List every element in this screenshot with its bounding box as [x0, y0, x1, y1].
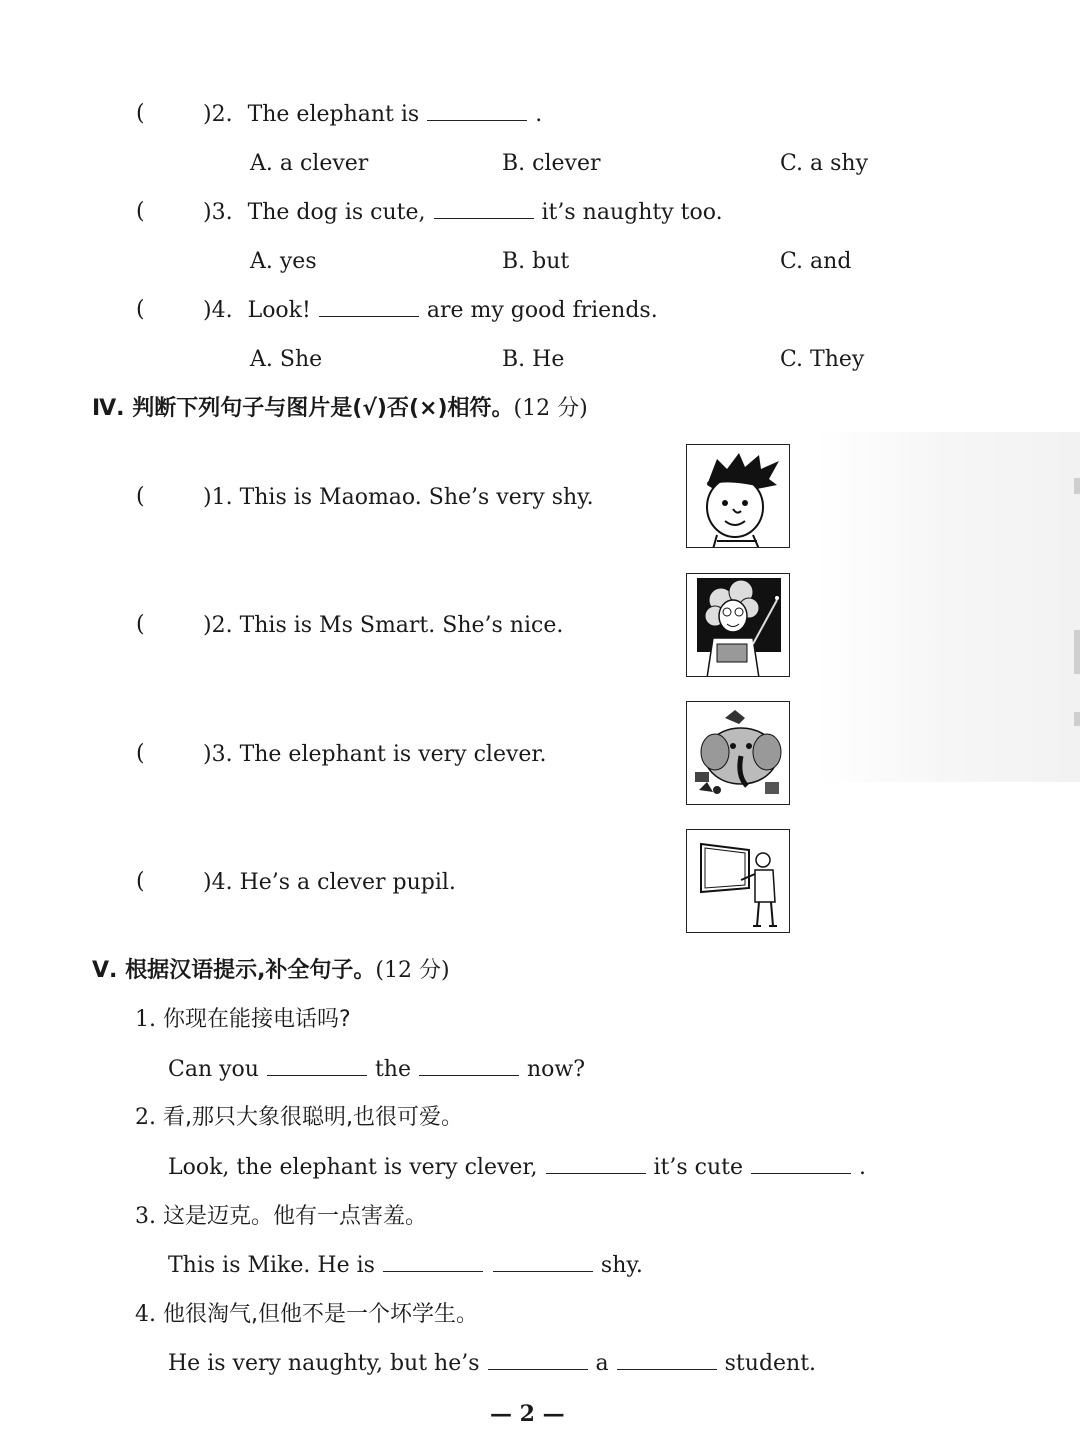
option-c: C. They — [780, 347, 865, 372]
fill-blank[interactable] — [751, 1155, 851, 1174]
option-b: B. but — [502, 249, 570, 274]
blackboard-teacher-icon — [687, 830, 790, 933]
scan-shadow — [815, 432, 1080, 782]
english-sentence: Can you the now? — [168, 1057, 586, 1082]
option-c: C. a shy — [780, 151, 869, 176]
option-a: A. yes — [250, 249, 317, 274]
fill-blank[interactable] — [434, 200, 534, 219]
option-a: A. She — [250, 347, 323, 372]
option-b: B. He — [502, 347, 565, 372]
fill-blank[interactable] — [383, 1253, 483, 1272]
fill-blank[interactable] — [493, 1253, 593, 1272]
answer-bracket[interactable]: ( — [136, 297, 145, 322]
answer-bracket[interactable]: ( — [136, 101, 145, 126]
teacher-pointer-icon — [687, 574, 790, 677]
answer-bracket[interactable]: ( — [136, 612, 145, 637]
elephant-icon — [687, 702, 790, 805]
answer-bracket[interactable]: ( — [136, 199, 145, 224]
english-sentence: This is Mike. He is shy. — [168, 1253, 643, 1278]
judge-sentence: )4. He’s a clever pupil. — [203, 870, 456, 895]
chinese-prompt: 4. 他很淘气,但他不是一个坏学生。 — [135, 1302, 478, 1327]
teacher-pointer-image — [686, 573, 790, 677]
scan-edge-mark — [1074, 630, 1080, 674]
option-c: C. and — [780, 249, 852, 274]
fill-blank[interactable] — [419, 1057, 519, 1076]
fill-blank[interactable] — [427, 102, 527, 121]
scan-edge-mark — [1074, 712, 1080, 726]
blackboard-teacher-image — [686, 829, 790, 933]
answer-bracket[interactable]: ( — [136, 741, 145, 766]
answer-bracket[interactable]: ( — [136, 484, 145, 509]
fill-blank[interactable] — [546, 1155, 646, 1174]
fill-blank[interactable] — [319, 298, 419, 317]
fill-blank[interactable] — [267, 1057, 367, 1076]
section-5-heading: Ⅴ. 根据汉语提示,补全句子。(12 分) — [92, 958, 450, 983]
boy-portrait-image — [686, 444, 790, 548]
question-stem: )3. The dog is cute, it’s naughty too. — [203, 200, 723, 225]
page-number: — 2 — — [490, 1401, 565, 1427]
judge-sentence: )3. The elephant is very clever. — [203, 742, 547, 767]
boy-portrait-icon — [687, 445, 790, 548]
judge-sentence: )2. This is Ms Smart. She’s nice. — [203, 613, 564, 638]
chinese-prompt: 2. 看,那只大象很聪明,也很可爱。 — [135, 1105, 463, 1130]
judge-sentence: )1. This is Maomao. She’s very shy. — [203, 485, 594, 510]
question-stem: )4. Look! are my good friends. — [203, 298, 658, 323]
option-b: B. clever — [502, 151, 601, 176]
english-sentence: Look, the elephant is very clever, it’s cute . — [168, 1155, 867, 1180]
answer-bracket[interactable]: ( — [136, 869, 145, 894]
section-4-heading: Ⅳ. 判断下列句子与图片是(√)否(×)相符。(12 分) — [92, 396, 588, 421]
chinese-prompt: 1. 你现在能接电话吗? — [135, 1007, 351, 1032]
chinese-prompt: 3. 这是迈克。他有一点害羞。 — [135, 1204, 428, 1229]
scan-edge-mark — [1074, 478, 1080, 494]
fill-blank[interactable] — [617, 1351, 717, 1370]
option-a: A. a clever — [250, 151, 369, 176]
elephant-image — [686, 701, 790, 805]
english-sentence: He is very naughty, but he’s a student. — [168, 1351, 817, 1376]
fill-blank[interactable] — [488, 1351, 588, 1370]
question-stem: )2. The elephant is . — [203, 102, 543, 127]
